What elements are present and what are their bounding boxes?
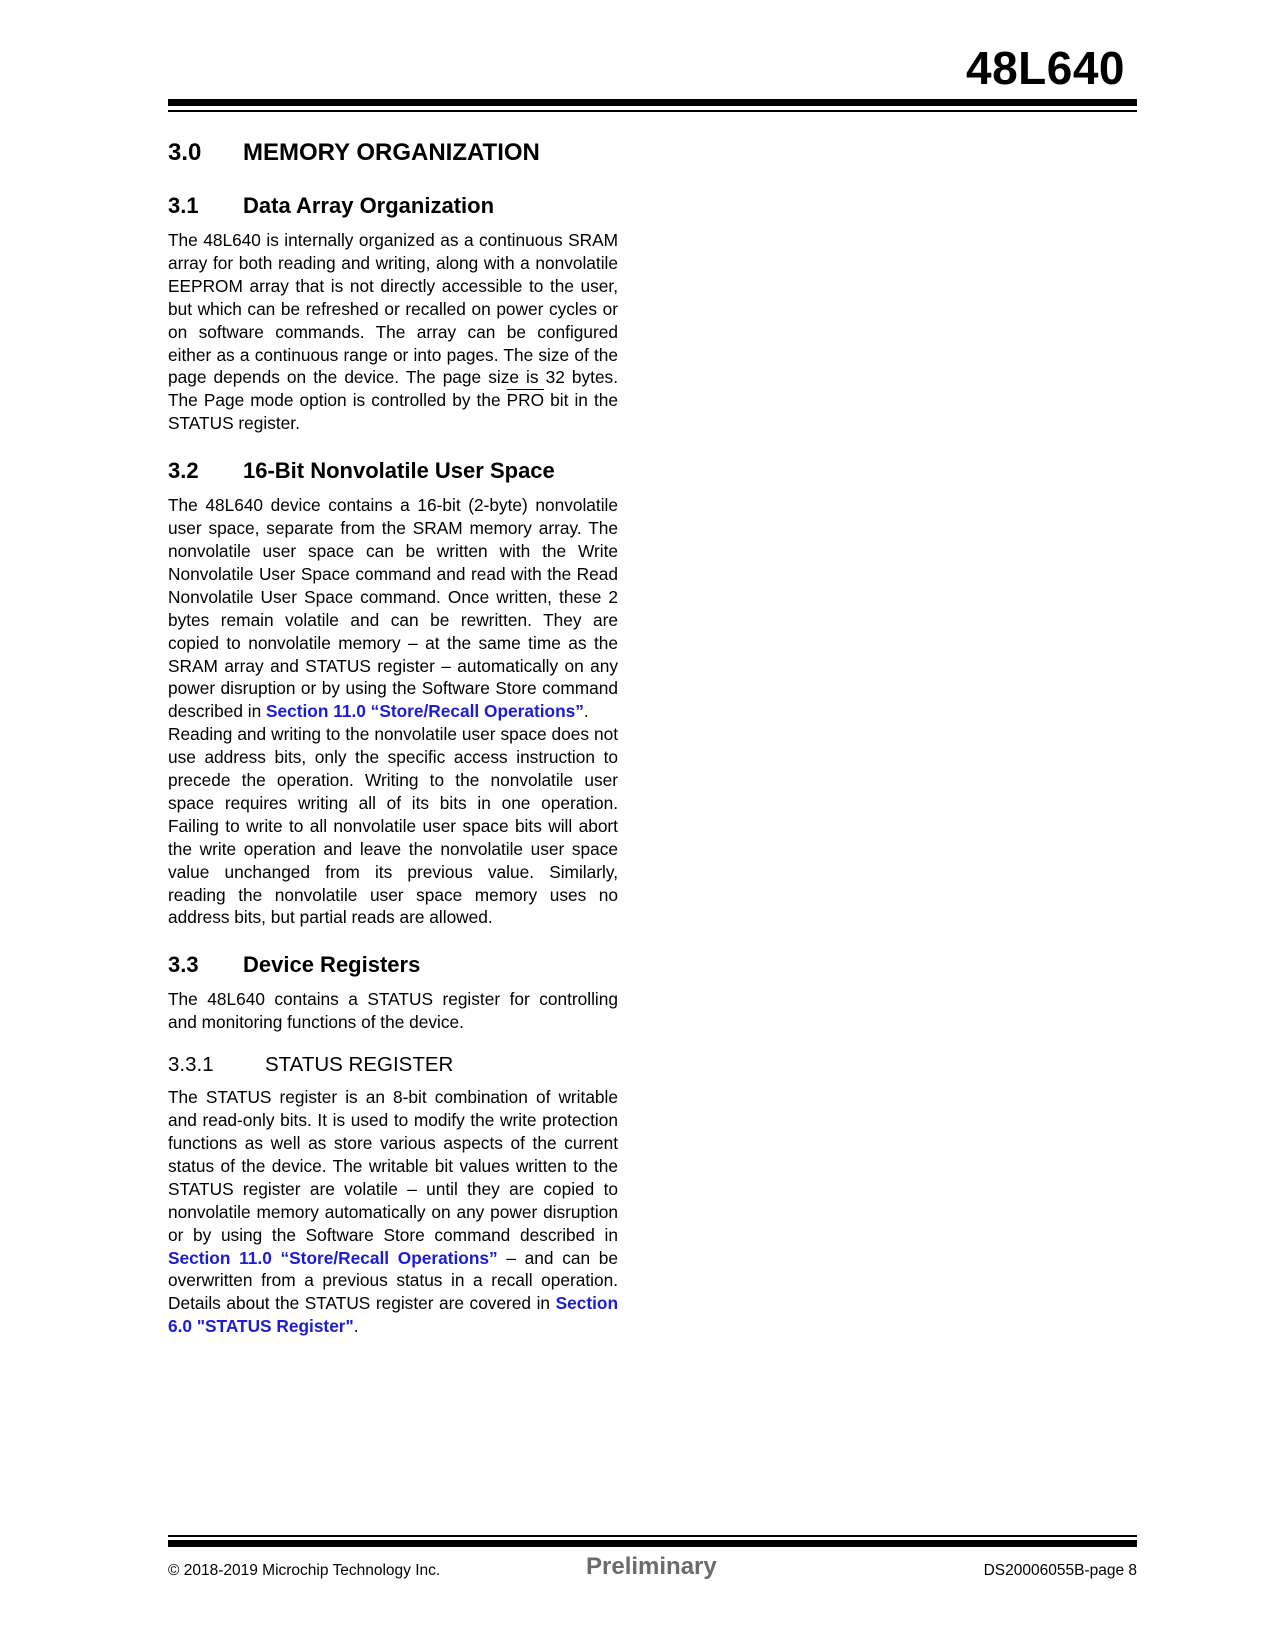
section-title: Data Array Organization [243,193,495,218]
section-3-3-1-paragraph: The STATUS register is an 8-bit combination of writable and read-only bits. It is used to modify the write protection functions as well as store various aspects of the current status of the device. The writable bit values written to the STATUS register are volatile – until they are copied to nonvolatile memory automatically on any power disruption or by using the Software Store command described in Section 11.0 “Store/Recall Operations” – and can be overwritten from a previous status in a recall operation. Details about the STATUS register are covered in Section 6.0 "STATUS Register". [168,1087,618,1337]
section-title: MEMORY ORGANIZATION [243,139,540,166]
section-3-2-paragraph-1: The 48L640 device contains a 16-bit (2-byte) nonvolatile user space, separate from the SRAM memory array. The nonvolatile user space can be written with the Write Nonvolatile User Space command and read with the Read Nonvolatile User Space command. Once written, these 2 bytes remain volatile and can be rewritten. They are copied to nonvolatile memory – at the same time as the SRAM array and STATUS register – automatically on any power disruption or by using the Software Store command described in Section 11.0 “Store/Recall Operations”. [168,495,618,722]
section-3-2-heading [168,457,618,485]
section-3-3-1-heading [168,1052,618,1078]
section-3-3-heading [168,951,618,979]
footer-status-label: Preliminary [586,1553,717,1580]
main-column [168,138,618,1338]
link-section-11-store-recall[interactable]: Section 11.0 “Store/Recall Operations” [265,701,584,722]
header-rule-thin [168,110,1137,112]
footer-document-page: DS20006055B-page 8 [983,1562,1137,1579]
link-section-11-store-recall[interactable]: Section 11.0 “Store/Recall Operations” [168,1247,498,1268]
section-number: 3.3.1 [168,1053,214,1077]
section-3-1-paragraph: The 48L640 is internally organized as a continuous SRAM array for both reading and writing, along with a nonvolatile EEPROM array that is not directly accessible to the user, but which can be refreshed or recalled on power cycles or on software commands. The array can be configured either as a continuous range or into pages. The size of the page depends on the device. The page size is 32 bytes. The Page mode option is controlled by the $\overline{PRO}$ bit in the STATUS register. [168,230,619,434]
section-title: Device Registers [243,952,421,978]
pro-bit-name: $\overline{PRO}$ [506,390,545,411]
section-title: 16-Bit Nonvolatile User Space [243,458,555,484]
footer-rule-thin [168,1535,1137,1537]
footer-copyright: © 2018-2019 Microchip Technology Inc. [168,1562,441,1579]
section-3-1-heading [168,192,618,220]
section-3-3-paragraph: The 48L640 contains a STATUS register for controlling and monitoring functions of the device. [168,989,618,1033]
section-number: 3.1 [168,193,199,218]
section-3-2-paragraph-2: Reading and writing to the nonvolatile user space does not use address bits, only the specific access instruction to precede the operation. Writing to the nonvolatile user space requires writing all of its bits in one operation. Failing to write to all nonvolatile user space bits will abort the write operation and leave the nonvolatile user space value unchanged from its previous value. Similarly, reading the nonvolatile user space memory uses no address bits, but partial reads are allowed. [168,724,618,928]
section-title: STATUS REGISTER [265,1053,454,1077]
document-part-number: 48L640 [965,42,1125,94]
section-number: 3.0 [168,139,202,166]
footer-rule-thick [168,1540,1137,1547]
section-number: 3.2 [168,458,199,484]
header-rule-thick [168,99,1137,106]
link-section-6-status-register[interactable]: Section 6.0 "STATUS Register" [168,1293,618,1337]
section-3-0-heading [168,138,618,168]
section-number: 3.3 [168,952,199,978]
